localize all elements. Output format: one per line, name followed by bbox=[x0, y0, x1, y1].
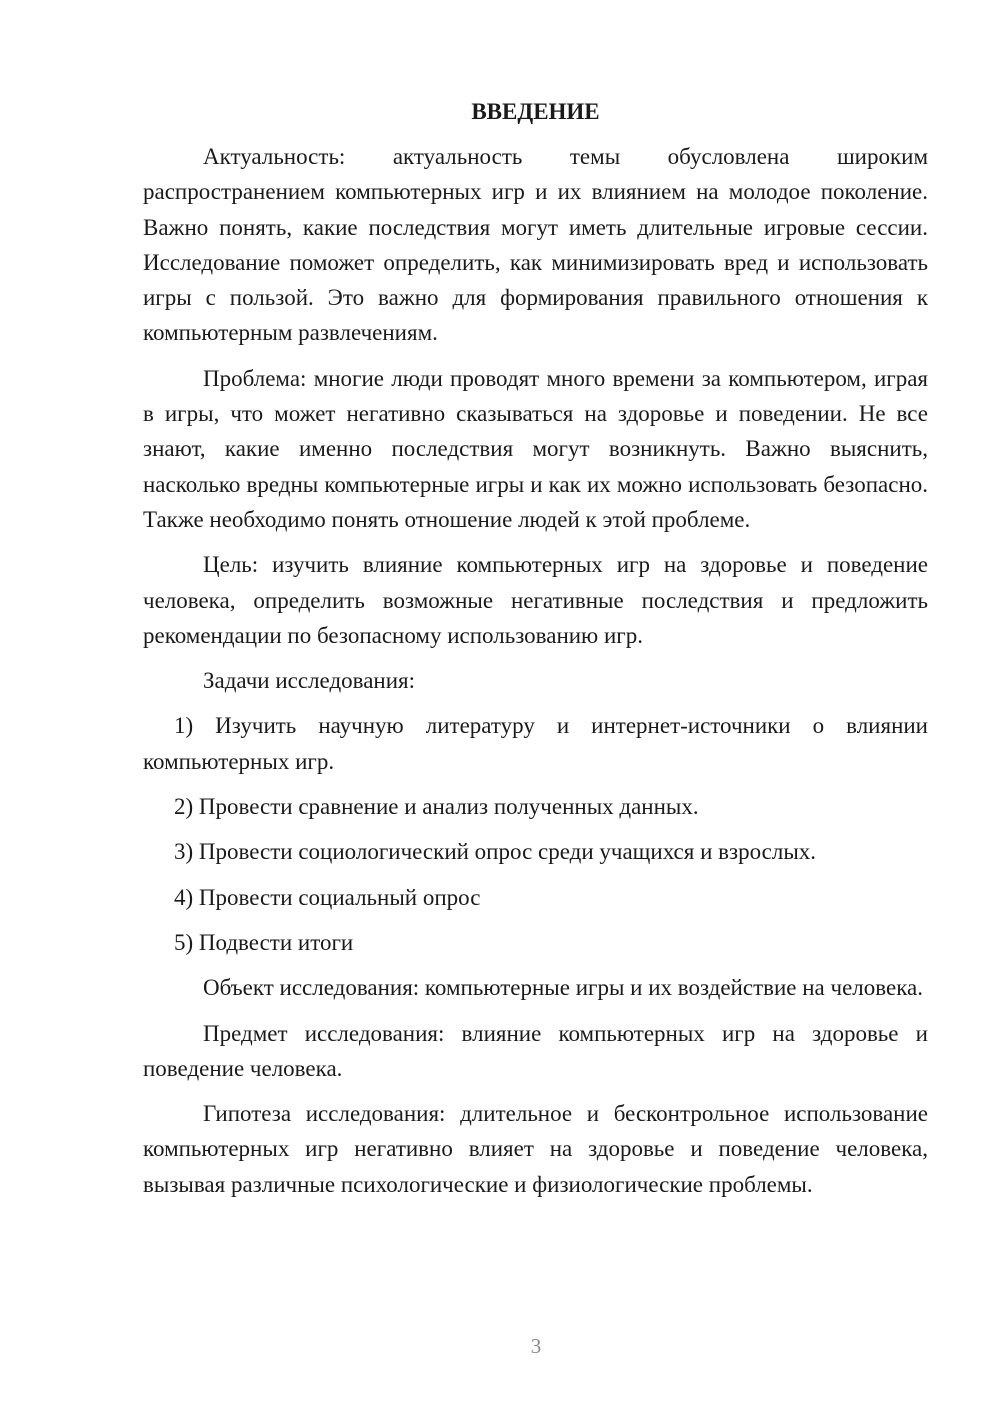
task-item-5: 5) Подвести итоги bbox=[174, 929, 354, 955]
paragraph-problem: Проблема: многие люди проводят много времени за компьютером, играя в игры, что может негативно сказываться на здоровье и поведении. Не все знают, какие именно последствия могут возникнуть. Важно выяснить, насколько вредны компьютерные игры и как их можно использовать безопасно. Также необходимо понять отношение людей к этой проблеме. bbox=[143, 365, 928, 532]
paragraph-hypothesis: Гипотеза исследования: длительное и бесконтрольное использование компьютерных игр негативно влияет на здоровье и поведение человека, вызывая различные психологические и физиологические проблемы. bbox=[143, 1101, 928, 1197]
paragraph-relevance: Актуальность: актуальность темы обусловлена широким распространением компьютерных игр и их влиянием на молодое поколение. Важно понять, какие последствия могут иметь длительные игровые сессии. Исследование поможет определить, как минимизировать вред и использовать игры с пользой. Это важно для формирования правильного отношения к компьютерным развлечениям. bbox=[143, 144, 928, 346]
paragraph-goal: Цель: изучить влияние компьютерных игр на здоровье и поведение человека, определить возможные негативные последствия и предложить рекомендации по безопасному использованию игр. bbox=[143, 552, 928, 648]
task-item-4: 4) Провести социальный опрос bbox=[174, 884, 481, 910]
task-item-1: 1) Изучить научную литературу и интернет-источники о влиянии компьютерных игр. bbox=[143, 713, 928, 774]
task-item-3: 3) Провести социологический опрос среди учащихся и взрослых. bbox=[174, 839, 817, 865]
page-number: 3 bbox=[530, 1334, 542, 1358]
paragraph-object: Объект исследования: компьютерные игры и их воздействие на человека. bbox=[203, 975, 923, 1001]
paragraph-subject: Предмет исследования: влияние компьютерных игр на здоровье и поведение человека. bbox=[143, 1020, 928, 1081]
tasks-heading: Задачи исследования: bbox=[203, 668, 416, 694]
document-body bbox=[143, 94, 928, 1212]
section-title: ВВЕДЕНИЕ bbox=[471, 99, 600, 124]
task-item-2: 2) Провести сравнение и анализ полученных данных. bbox=[174, 794, 699, 820]
